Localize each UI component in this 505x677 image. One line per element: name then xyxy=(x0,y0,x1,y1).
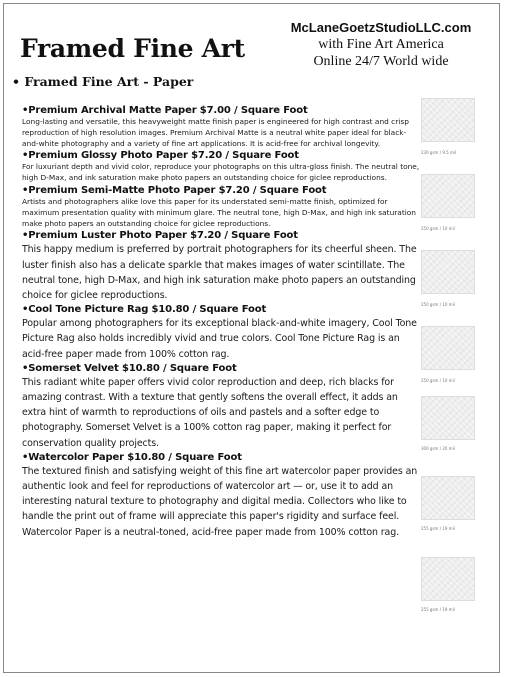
studio-name: McLaneGoetzStudioLLC.com xyxy=(290,20,472,35)
paper-swatch-image xyxy=(421,98,475,142)
swatch-spec-label: 230 gsm / 9.5 mil xyxy=(421,150,457,155)
product-somerset-velvet xyxy=(22,362,420,451)
product-description: For luxuriant depth and vivid color, reproduce your photographs on this ultra-gloss finish. The neutral tone, high D-Max, and ink saturation make photo papers an outstanding choice for giclee reproductions. xyxy=(22,162,420,183)
product-description: Artists and photographers alike love this paper for its understated semi-matte finish, optimized for maximum presentation quality with minimum glare. The neutral tone, high D-Max, and high ink saturation make photo papers an outstanding choice for giclee reproductions. xyxy=(22,196,416,228)
tagline-line-1: with Fine Art America xyxy=(318,37,444,52)
product-title: •Premium Glossy Photo Paper $7.20 / Square Foot xyxy=(22,150,299,162)
section-heading: • Framed Fine Art - Paper xyxy=(12,74,194,89)
tagline-line-2: Online 24/7 World wide xyxy=(313,54,449,69)
product-premium-semi-matte xyxy=(22,184,420,229)
paper-swatch-image xyxy=(421,250,475,294)
product-description: Popular among photographers for its exceptional black-and-white imagery, Cool Tone Picture Rag also holds incredibly vivid and true colors. Cool Tone Picture Rag is an acid-free paper made from 100% cotton rag. xyxy=(22,318,417,360)
product-description: Long-lasting and versatile, this heavyweight matte finish paper is engineered for high contrast and crisp reproduction of high resolution images. Premium Archival Matte is a neutral white paper ideal for black-and-white photography and a variety of fine art applications. It is acid-free for archival longevity. xyxy=(22,117,409,148)
swatch-spec-label: 250 gsm / 10 mil xyxy=(421,302,455,307)
studio-header xyxy=(271,19,491,70)
product-description: This radiant white paper offers vivid color reproduction and deep, rich blacks for amazing contrast. With a texture that gently softens the overall effect, it adds an extra hint of warmth to reproductions of oils and pastels and a softer edge to photography. Somerset Velvet is a 100% cotton rag paper, making it perfect for conservation quality projects. xyxy=(22,376,398,449)
paper-swatch-image xyxy=(421,326,475,370)
paper-swatch-image xyxy=(421,476,475,520)
swatch-spec-label: 255 gsm / 19 mil xyxy=(421,526,455,531)
swatch-spec-label: 250 gsm / 10 mil xyxy=(421,226,455,231)
product-watercolor-paper xyxy=(22,451,420,540)
product-premium-archival-matte xyxy=(22,104,420,149)
product-title: •Premium Semi-Matte Photo Paper $7.20 / Square Foot xyxy=(22,184,327,196)
product-premium-glossy xyxy=(22,149,420,184)
product-description: The textured finish and satisfying weight of this fine art watercolor paper provides an authentic look and feel for reproductions of watercolor art — or, use it to add an interesting natural texture to photography and digital media. Collectors who like to handle the print out of frame will appreciate this paper's rigidity and surface feel. Watercolor Paper is a neutral-toned, acid-free paper made from 100% cotton rag. xyxy=(22,465,418,538)
product-title: •Somerset Velvet $10.80 / Square Foot xyxy=(22,362,237,374)
product-list xyxy=(22,104,420,540)
product-title: •Cool Tone Picture Rag $10.80 / Square Foot xyxy=(22,304,267,316)
swatch-spec-label: 255 gsm / 19 mil xyxy=(421,607,455,612)
paper-swatch-image xyxy=(421,396,475,440)
swatch-spec-label: 250 gsm / 10 mil xyxy=(421,378,455,383)
product-cool-tone-picture-rag xyxy=(22,303,420,362)
paper-swatch-image xyxy=(421,174,475,218)
product-title: •Watercolor Paper $10.80 / Square Foot xyxy=(22,451,242,463)
paper-swatch-image xyxy=(421,557,475,601)
swatch-spec-label: 300 gsm / 20 mil xyxy=(421,446,455,451)
product-title: •Premium Luster Photo Paper $7.20 / Square Foot xyxy=(22,230,298,242)
product-description: This happy medium is preferred by portrait photographers for its cheerful sheen. The luster finish also has a delicate sparkle that makes images of water scintillate. The neutral tone, high D-Max, and high ink saturation make photo papers an outstanding choice for giclee reproductions. xyxy=(22,244,417,301)
product-title: •Premium Archival Matte Paper $7.00 / Square Foot xyxy=(22,105,308,116)
product-premium-luster xyxy=(22,229,420,303)
page-title: Framed Fine Art xyxy=(20,34,245,63)
